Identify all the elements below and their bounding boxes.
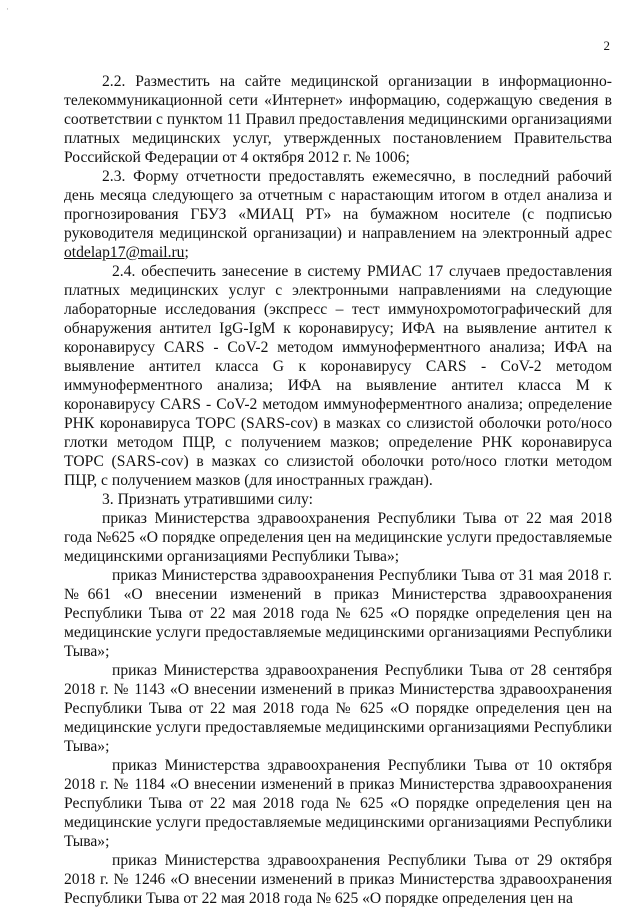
paragraph-3: 3. Признать утратившими силу:: [102, 491, 313, 508]
repealed-order-2: приказ Министерства здравоохранения Республики Тыва от 31 мая 2018 г. №661 «О внесении изменений в приказ Министерства здравоохранения Республики Тыва от 22 мая 2018 года № 625 «О порядке определения цен на медицинские услуги предоставляемые медицинскими организациями Республики Тыва»;: [64, 567, 612, 660]
document-body: [64, 72, 612, 908]
paragraph-2-2: 2.2. Разместить на сайте медицинской организации в информационно-телекоммуникационной сети «Интернет» информацию, содержащую сведения в соответствии с пунктом 11 Правил предоставления медицинскими организациями платных медицинских услуг, утвержденных постановлением Правительства Российской Федерации от 4 октября 2012 г. № 1006;: [64, 73, 612, 166]
repealed-order-4: приказ Министерства здравоохранения Республики Тыва от 10 октября 2018 г. № 1184 «О внесении изменений в приказ Министерства здравоохранения Республики Тыва от 22 мая 2018 года № 625 «О порядке определения цен на медицинские услуги предоставляемые медицинскими организациями Республики Тыва»;: [64, 757, 612, 850]
page-number: 2: [603, 38, 610, 53]
repealed-order-3: приказ Министерства здравоохранения Республики Тыва от 28 сентября 2018 г. № 1143 «О внесении изменений в приказ Министерства здравоохранения Республики Тыва от 22 мая 2018 года № 625 «О порядке определения цен на медицинские услуги предоставляемые медицинскими организациями Республики Тыва»;: [64, 662, 612, 755]
repealed-order-1: приказ Министерства здравоохранения Республики Тыва от 22 мая 2018 года №625 «О порядке определения цен на медицинские услуги предоставляемые медицинскими организациями Республики Тыва»;: [64, 510, 612, 565]
corner-mark: ·: [6, 4, 9, 14]
paragraph-2-3: [64, 167, 612, 262]
paragraph-2-3-end: ;: [184, 244, 189, 261]
repealed-order-5: приказ Министерства здравоохранения Республики Тыва от 29 октября 2018 г. № 1246 «О внесении изменений в приказ Министерства здравоохранения Республики Тыва от 22 мая 2018 года № 625 «О порядке определения цен на: [64, 852, 612, 907]
paragraph-2-3-text: 2.3. Форму отчетности предоставлять ежемесячно, в последний рабочий день месяца следующего за отчетным с нарастающим итогом в отдел анализа и прогнозирования ГБУЗ «МИАЦ РТ» на бумажном носителе (с подписью руководителя медицинской организации) и направлением на электронный адрес: [64, 168, 612, 242]
email-link[interactable]: otdelap17@mail.ru: [64, 244, 185, 261]
paragraph-2-4: 2.4. обеспечить занесение в систему РМИАС 17 случаев предоставления платных медицинских услуг с электронными направлениями на следующие лабораторные исследования (экспресс – тест иммунохромотографический для обнаружения антител IgG-IgM к коронавирусу; ИФА на выявление антител к коронавирусу CARS - CoV-2 методом иммуноферментного анализа; ИФА на выявление антител класса G к коронавирусу CARS - CoV-2 методом иммуноферментного анализа; ИФА на выявление антител класса М к коронавирусу CARS - CoV-2 методом иммуноферментного анализа; определение РНК коронавируса ТОРС (SARS-cov) в мазках со слизистой оболочки рото/носо глотки методом ПЦР, с получением мазков; определение РНК коронавируса ТОРС (SARS-cov) в мазках со слизистой оболочки рото/носо глотки методом ПЦР, с получением мазков (для иностранных граждан).: [64, 263, 612, 489]
